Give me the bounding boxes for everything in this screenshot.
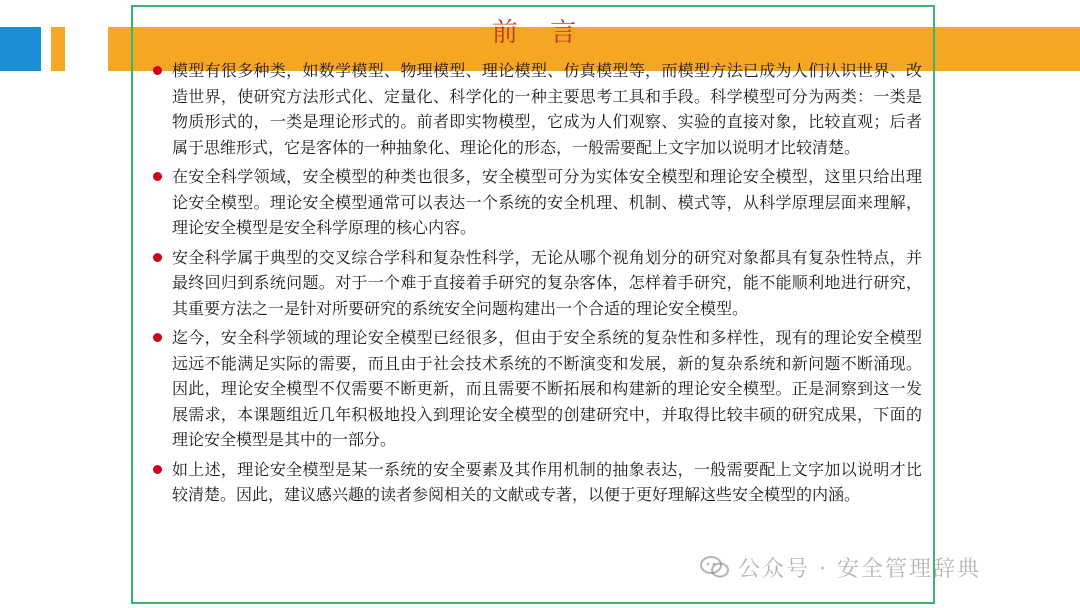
bullet-icon: [153, 253, 162, 262]
paragraph: [150, 325, 922, 453]
wechat-icon: [700, 555, 730, 579]
slide-title: 前 言: [491, 18, 589, 48]
bullet-icon: [153, 172, 162, 181]
paragraph-text: 模型有很多种类，如数学模型、物理模型、理论模型、仿真模型等，而模型方法已成为人们认识世界、改造世界，使研究方法形式化、定量化、科学化的一种主要思考工具和手段。科学模型可分为两类：一类是物质形式的，一类是理论形式的。前者即实物模型，它成为人们观察、实验的直接对象，比较直观；后者属于思维形式，它是客体的一种抽象化、理论化的形态，一般需要配上文字加以说明才比较清楚。: [172, 61, 922, 157]
paragraph: [150, 245, 922, 322]
paragraph: [150, 58, 922, 160]
paragraph-text: 安全科学属于典型的交叉综合学科和复杂性科学，无论从哪个视角划分的研究对象都具有复杂性特点，并最终回归到系统问题。对于一个难于直接着手研究的复杂客体，怎样着手研究，能不能顺利地进行研究，其重要方法之一是针对所要研究的系统安全问题构建出一个合适的理论安全模型。: [172, 247, 922, 318]
watermark: [700, 553, 981, 581]
bullet-icon: [153, 66, 162, 75]
bullet-icon: [153, 465, 162, 474]
paragraph: [150, 164, 922, 241]
paragraph-list: [150, 58, 922, 512]
watermark-text: 公众号 · 安全管理辞典: [738, 556, 981, 582]
paragraph-text: 在安全科学领域，安全模型的种类也很多，安全模型可分为实体安全模型和理论安全模型，这里只给出理论安全模型。理论安全模型通常可以表达一个系统的安全机理、机制、模式等，从科学原理层面来理解，理论安全模型是安全科学原理的核心内容。: [172, 167, 922, 237]
bullet-icon: [153, 333, 162, 342]
paragraph-text: 迄今，安全科学领域的理论安全模型已经很多，但由于安全系统的复杂性和多样性，现有的理论安全模型远远不能满足实际的需要，而且由于社会技术系统的不断演变和发展，新的复杂系统和新问题不断涌现。因此，理论安全模型不仅需要不断更新，而且需要不断拓展和构建新的理论安全模型。正是洞察到这一发展需求，本课题组近几年积极地投入到理论安全模型的创建研究中，并取得比较丰硕的研究成果，下面的理论安全模型是其中的一部分。: [172, 328, 922, 449]
paragraph-text: 如上述，理论安全模型是某一系统的安全要素及其作用机制的抽象表达，一般需要配上文字加以说明才比较清楚。因此，建议感兴趣的读者参阅相关的文献或专著，以便于更好理解这些安全模型的内涵。: [172, 459, 922, 504]
paragraph: [150, 457, 922, 508]
